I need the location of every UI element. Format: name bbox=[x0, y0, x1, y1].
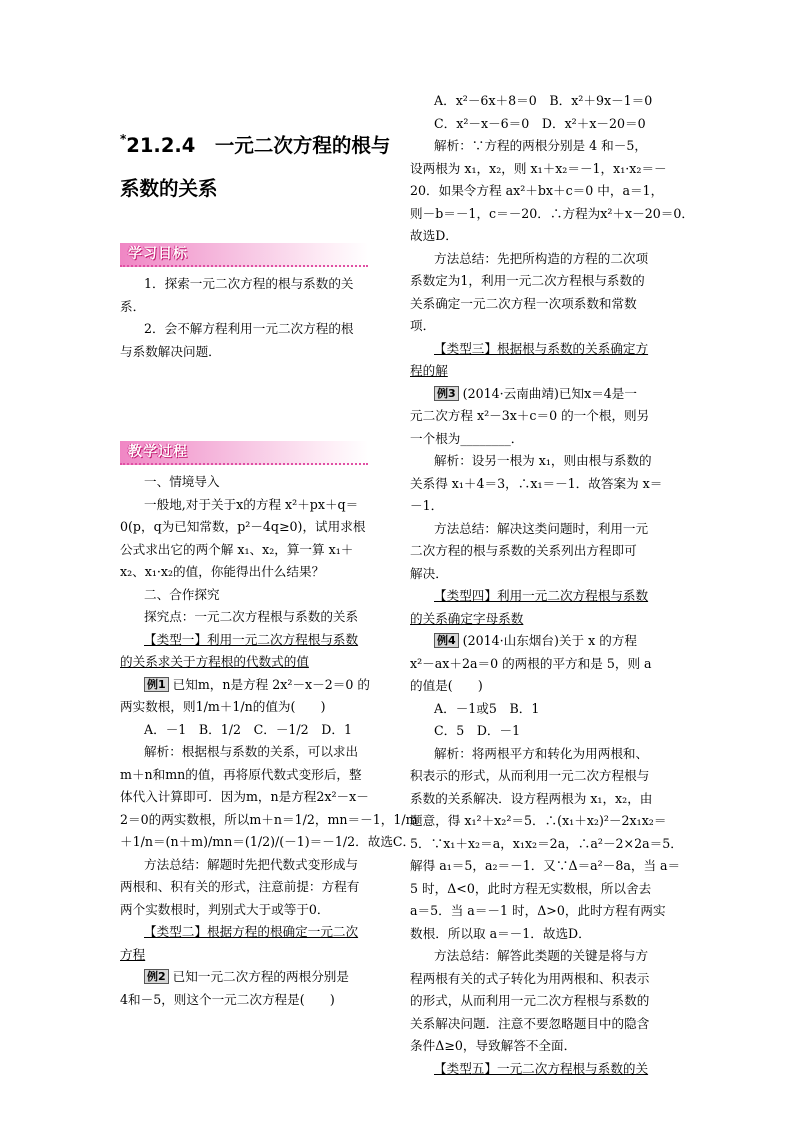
text-line: 项． bbox=[410, 318, 436, 333]
text-line: 方法总结：解答此类题的关键是将与方 bbox=[434, 948, 649, 963]
text-line: 则－b＝－1，c＝－20．∴方程为x²＋x－20＝0． bbox=[410, 205, 694, 221]
example-badge: 例3 bbox=[434, 386, 459, 401]
text-line: 解析：根据根与系数的关系，可以求出 bbox=[144, 744, 359, 759]
text-line: 探究点：一元二次方程根与系数的关系 bbox=[144, 609, 359, 624]
text-line: 系． bbox=[120, 298, 146, 314]
text-line: 元二次方程 x²－3x＋c＝0 的一个根，则另 bbox=[410, 408, 650, 423]
example-badge: 例1 bbox=[144, 677, 169, 692]
text-line: 关系确定一元二次方程一次项系数和常数 bbox=[410, 295, 637, 311]
type-heading: 【类型一】利用一元二次方程根与系数 bbox=[144, 631, 359, 647]
example-badge: 例2 bbox=[144, 969, 169, 984]
options-line: A．－1 B．1/2 C．－1/2 D．1 bbox=[144, 721, 352, 737]
text-line: 4和－5，则这个一元二次方程是( ) bbox=[120, 991, 335, 1007]
text-line: －1． bbox=[410, 498, 444, 513]
text-line: 0(p，q为已知常数，p²－4q≥0)，试用求根 bbox=[120, 519, 366, 534]
text-line: ＋1/n＝(n＋m)/mn＝(1/2)/(－1)＝－1/2．故选C． bbox=[120, 834, 416, 849]
text-line: 数根．所以取 a＝－1．故选D． bbox=[410, 925, 591, 941]
text-line: 20．如果令方程 ax²＋bx＋c＝0 中，a＝1， bbox=[410, 183, 664, 198]
text-line: x₂、x₁·x₂的值，你能得出什么结果？ bbox=[120, 564, 325, 579]
text-line: a＝5．当 a＝－1 时，Δ>0，此时方程有两实 bbox=[410, 903, 666, 918]
text-line: 条件Δ≥0，导致解答不全面． bbox=[410, 1038, 577, 1053]
text-line: 一、情境导入 bbox=[144, 474, 220, 489]
text-line: 系数的关系解决．设方程两根为 x₁，x₂，由 bbox=[410, 790, 653, 806]
text-line: 方法总结：解题时先把代数式变形成与 bbox=[144, 856, 359, 872]
type-heading: 【类型五】一元二次方程根与系数的关 bbox=[434, 1060, 649, 1076]
text-line: 两实数根，则1/m＋1/n的值为( ) bbox=[120, 699, 326, 714]
options-line: C．x²－x－6＝0 D．x²＋x－20＝0 bbox=[434, 115, 646, 131]
text-line: m＋n和mn的值，再将原代数式变形后，整 bbox=[120, 766, 362, 782]
text-line: 2＝0的两实数根，所以m＋n＝1/2，mn＝－1，1/m bbox=[120, 811, 418, 827]
text-line: 的值是( ) bbox=[410, 678, 483, 693]
text-line: 设两根为 x₁，x₂，则 x₁＋x₂＝－1，x₁·x₂＝－ bbox=[410, 160, 667, 176]
text-line: 方法总结：解决这类问题时，利用一元 bbox=[434, 520, 649, 536]
example-line: 例1 已知m，n是方程 2x²－x－2＝0 的 bbox=[120, 674, 386, 697]
page-title-line2: 系数的关系 bbox=[120, 177, 218, 200]
text-line: 1．探索一元二次方程的根与系数的关 bbox=[144, 276, 354, 291]
text-line: 的形式，从而利用一元二次方程根与系数的 bbox=[410, 993, 650, 1008]
text-line: 一个根为________． bbox=[410, 430, 524, 446]
options-line: A．－1或5 B．1 bbox=[434, 700, 540, 716]
type-heading: 【类型二】根据方程的根确定一元二次 bbox=[144, 924, 359, 939]
page-title: *21.2.4 一元二次方程的根与 bbox=[120, 132, 391, 157]
text-line: 解析：∵方程的两根分别是 4 和－5， bbox=[434, 138, 647, 153]
text-line: 2．会不解方程利用一元二次方程的根 bbox=[144, 321, 354, 336]
text-line: 解得 a₁＝5，a₂＝－1．又∵Δ＝a²－8a，当 a＝ bbox=[410, 858, 681, 873]
options-line: A．x²－6x＋8＝0 B．x²＋9x－1＝0 bbox=[434, 93, 653, 108]
text-line: 5．∵x₁＋x₂＝a，x₁x₂＝2a，∴a²－2×2a＝5． bbox=[410, 835, 683, 851]
title-star: * bbox=[120, 132, 127, 146]
type-heading: 【类型四】利用一元二次方程根与系数 bbox=[434, 588, 649, 603]
type-heading: 的关系求关于方程根的代数式的值 bbox=[120, 654, 309, 669]
text-line: 题意，得 x₁²＋x₂²＝5．∴(x₁＋x₂)²－2x₁x₂＝ bbox=[410, 813, 667, 828]
example-badge: 例4 bbox=[434, 633, 459, 648]
left-column bbox=[120, 90, 418, 1011]
section-banner-process: 教学过程 bbox=[120, 441, 368, 465]
text-line: 与系数解决问题． bbox=[120, 343, 221, 359]
text-line: x²－ax＋2a＝0 的两根的平方和是 5，则 a bbox=[410, 655, 652, 671]
options-line: C．5 D．－1 bbox=[434, 723, 521, 738]
text-line: 二、合作探究 bbox=[144, 586, 220, 602]
text-line: 一般地,对于关于x的方程 x²＋px＋q＝ bbox=[144, 496, 359, 512]
text-line: 积表示的形式，从而利用一元二次方程根与 bbox=[410, 768, 650, 783]
text-line: 关系解决问题．注意不要忽略题目中的隐含 bbox=[410, 1015, 650, 1031]
type-heading: 方程 bbox=[120, 946, 146, 962]
example-line: 例2 已知一元二次方程的两根分别是 bbox=[120, 966, 386, 989]
text-line: 二次方程的根与系数的关系列出方程即可 bbox=[410, 543, 637, 558]
right-column bbox=[410, 90, 694, 1080]
text-line: 体代入计算即可．因为m，n是方程2x²－x－ bbox=[120, 789, 369, 804]
text-line: 两根和、积有关的形式，注意前提：方程有 bbox=[120, 879, 360, 894]
text-line: 两个实数根时，判别式大于或等于0． bbox=[120, 901, 330, 917]
text-line: 解决． bbox=[410, 565, 448, 581]
text-line: 5 时，Δ<0，此时方程无实数根，所以舍去 bbox=[410, 880, 652, 896]
text-line: 方法总结：先把所构造的方程的二次项 bbox=[434, 250, 649, 266]
text-line: 故选D． bbox=[410, 228, 458, 243]
text-line: 关系得 x₁＋4＝3，∴x₁＝－1．故答案为 x＝ bbox=[410, 475, 663, 491]
example-line: 例3 (2014·云南曲靖)已知x＝4是一 bbox=[410, 383, 676, 406]
type-heading: 的关系确定字母系数 bbox=[410, 610, 524, 626]
type-heading: 【类型三】根据根与系数的关系确定方 bbox=[434, 340, 649, 356]
text-line: 公式求出它的两个解 x₁、x₂，算一算 x₁＋ bbox=[120, 541, 354, 557]
text-line: 解析：设另一根为 x₁，则由根与系数的 bbox=[434, 453, 652, 468]
type-heading: 程的解 bbox=[410, 363, 448, 378]
section-banner-objectives: 学习目标 bbox=[120, 243, 368, 267]
text-line: 解析：将两根平方和转化为用两根和、 bbox=[434, 745, 649, 761]
text-line: 系数定为1，利用一元二次方程根与系数的 bbox=[410, 273, 645, 288]
example-line: 例4 (2014·山东烟台)关于 x 的方程 bbox=[410, 630, 676, 653]
text-line: 程两根有关的式子转化为用两根和、积表示 bbox=[410, 970, 650, 986]
